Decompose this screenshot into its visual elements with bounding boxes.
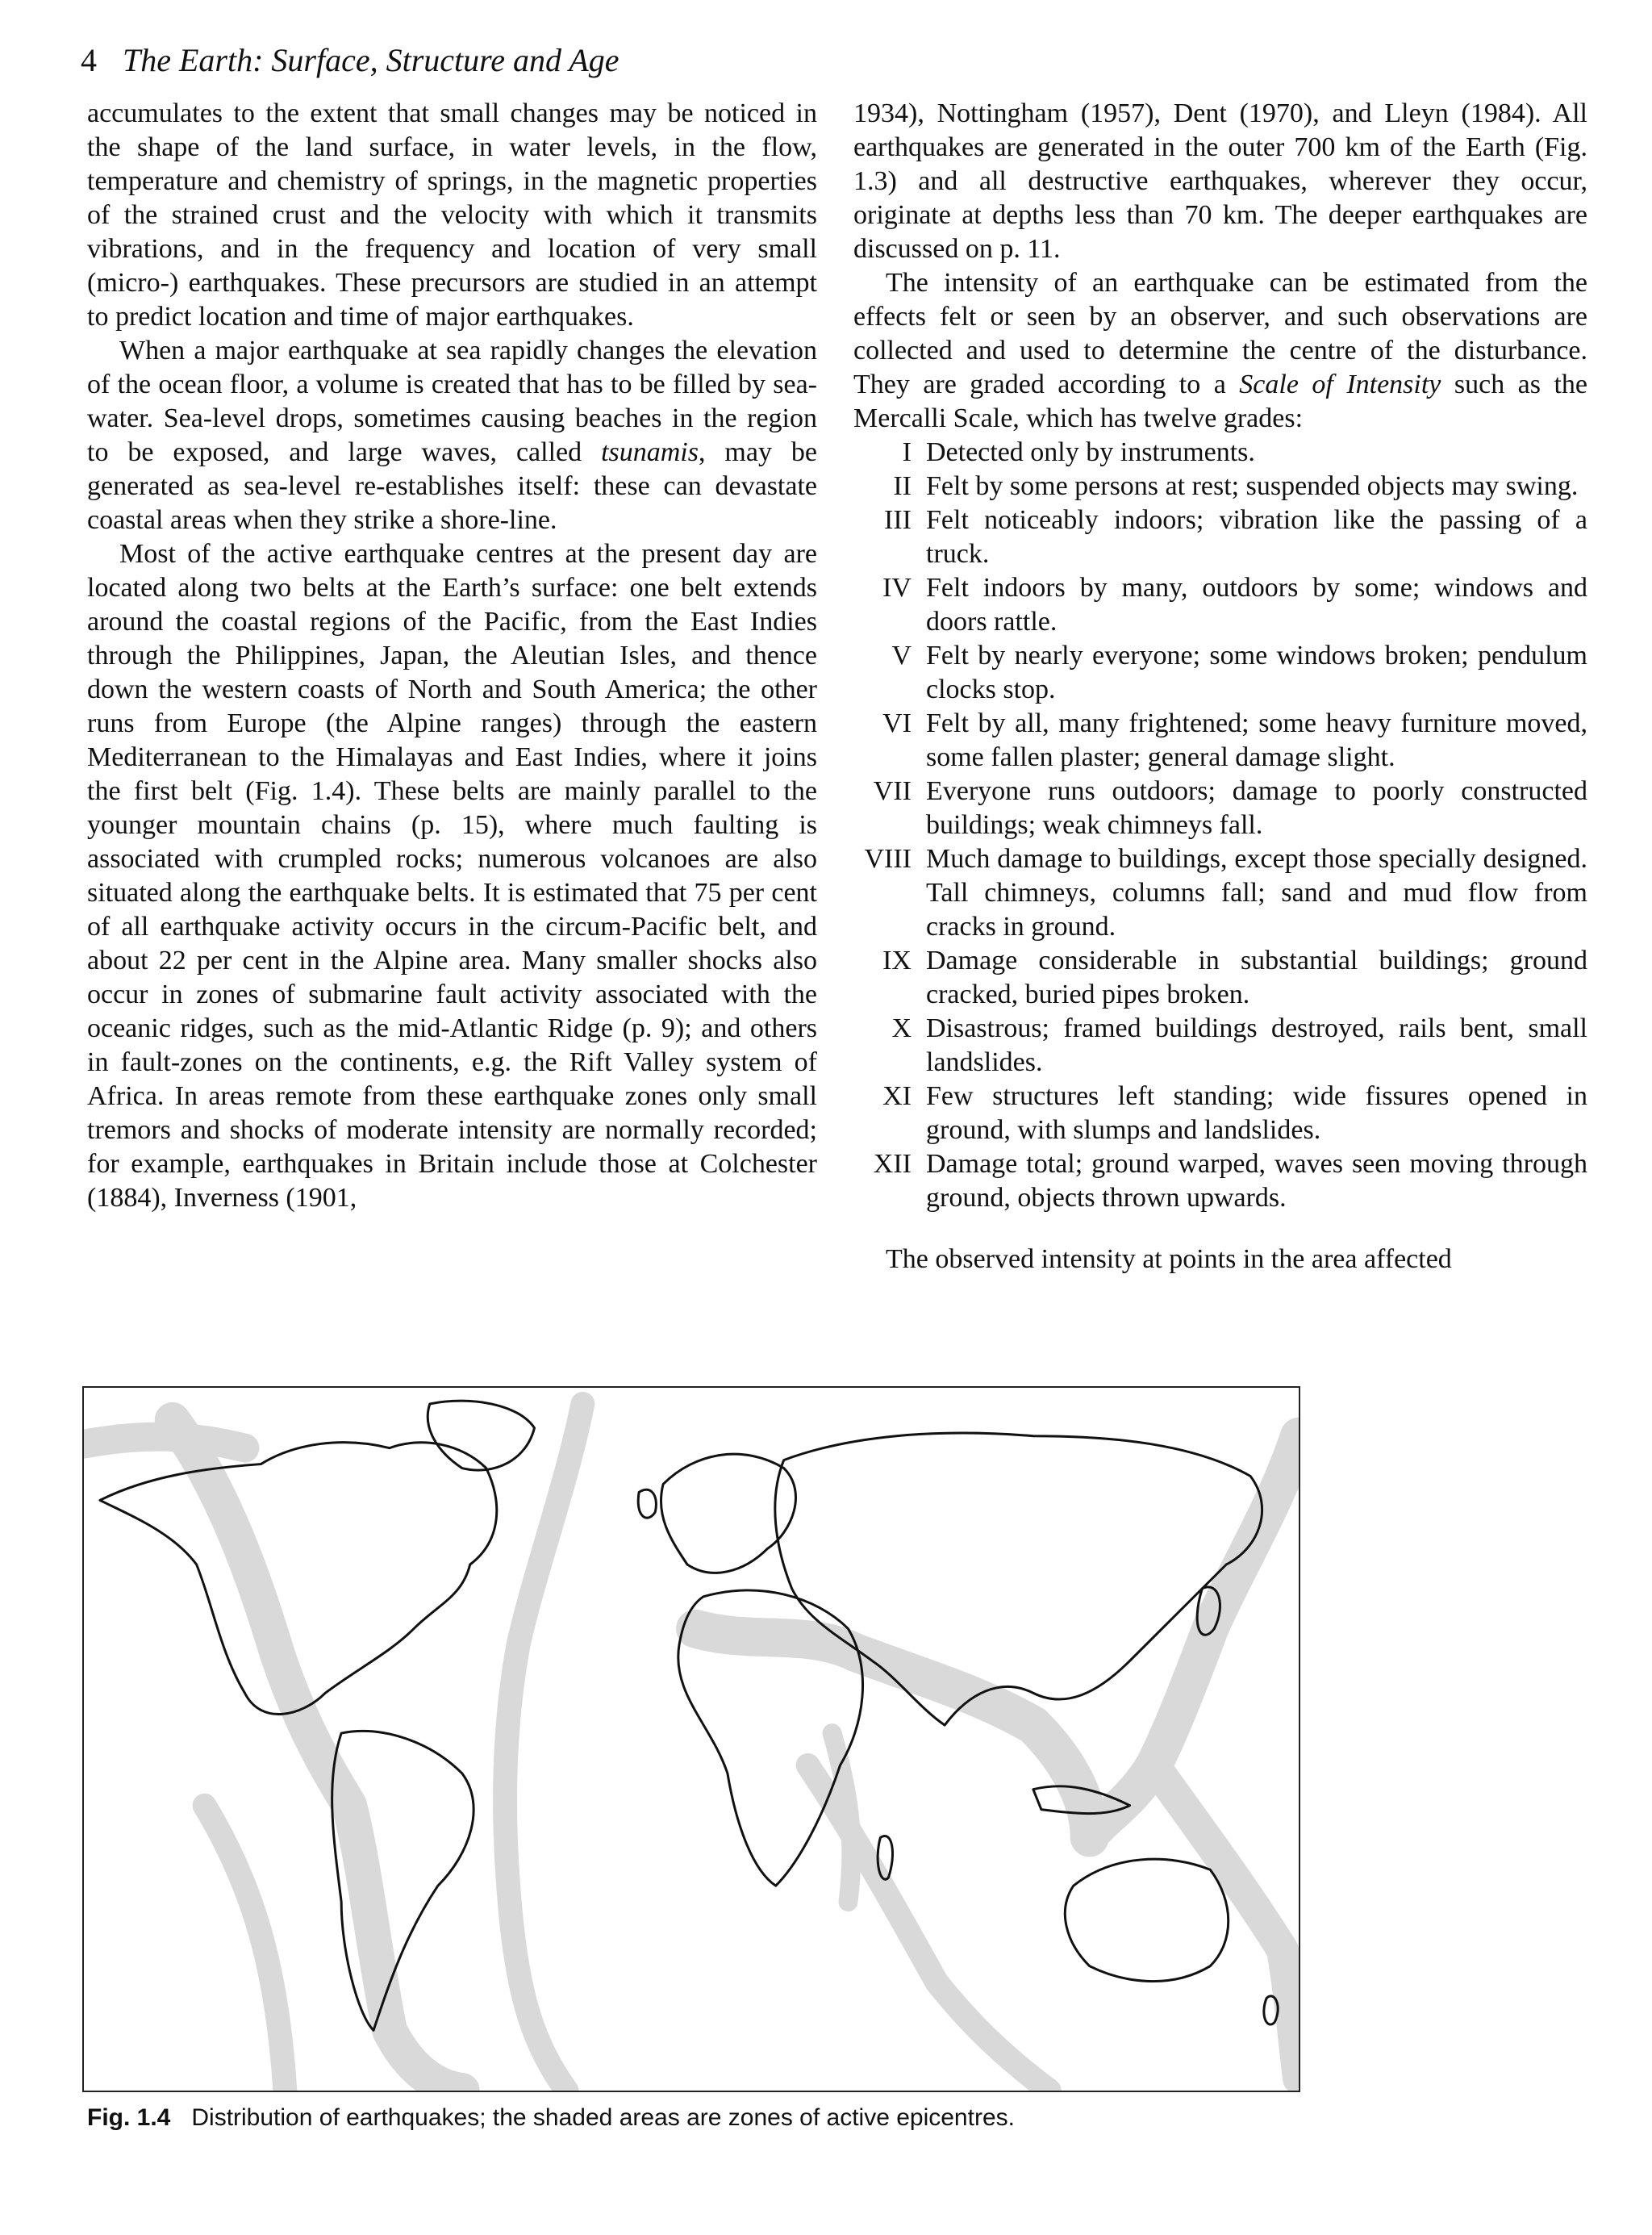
scale-grade: II — [893, 471, 912, 501]
scale-item — [853, 503, 1587, 571]
australia-outline — [1065, 1859, 1228, 1981]
greenland-outline — [428, 1401, 534, 1470]
mercalli-scale-list — [853, 436, 1587, 1215]
intensity-text-after: such as the Mercalli Scale, which has twelve grades: — [853, 370, 1588, 433]
scale-grade: XI — [882, 1081, 912, 1111]
scale-grade: IV — [882, 573, 912, 603]
scale-description: Detected only by instruments. — [926, 437, 1255, 467]
right-paragraph-1: 1934), Nottingham (1957), Dent (1970), and Lleyn (1984). All earthquakes are generated in the outer 700 km of the Earth (Fig. 1.3) and all destructive earthquakes, wherever they occur, originate at depths less than 70 km. The deeper earthquakes are discussed on p. 11. — [853, 98, 1587, 264]
right-paragraph-2 — [853, 266, 1587, 436]
scale-grade: VIII — [864, 844, 912, 874]
scale-grade: VII — [873, 776, 912, 806]
scale-description: Damage considerable in substantial buildings; ground cracked, buried pipes broken. — [926, 946, 1587, 1009]
scale-item — [853, 571, 1587, 639]
scale-item — [853, 707, 1587, 775]
scale-description: Disastrous; framed buildings destroyed, rails bent, small landslides. — [926, 1013, 1587, 1077]
right-column — [853, 97, 1587, 1276]
page-number: 4 — [81, 42, 97, 78]
tsunamis-term: tsunamis — [601, 437, 699, 467]
earthquake-distribution-map — [82, 1386, 1300, 2092]
scale-item — [853, 944, 1587, 1012]
scale-item — [853, 775, 1587, 842]
scale-item — [853, 639, 1587, 707]
scale-grade: XII — [873, 1149, 912, 1179]
tsunami-text-before: When a major earthquake at sea rapidly changes the elevation of the ocean floor, a volume is created that has to be filled by sea-water. Sea-level drops, sometimes causing beaches in the region to be exposed, and large waves, called — [87, 336, 817, 467]
scale-item — [853, 470, 1587, 503]
right-paragraph-3: The observed intensity at points in the area affected — [886, 1244, 1452, 1274]
scale-grade: III — [884, 505, 912, 535]
scale-item — [853, 1080, 1587, 1147]
western-pacific-zone — [1090, 1436, 1299, 1838]
world-map-svg — [84, 1388, 1299, 2091]
scale-description: Felt by all, many frightened; some heavy furniture moved, some fallen plaster; general damage slight. — [926, 708, 1587, 772]
epicentre-zones — [84, 1404, 1299, 2091]
scale-grade: IX — [882, 946, 912, 975]
figure-caption-text: Distribution of earthquakes; the shaded areas are zones of active epicentres. — [191, 2104, 1015, 2131]
pacific-southwest-zone — [1153, 1765, 1299, 2078]
mid-atlantic-ridge-zone — [505, 1404, 582, 2091]
running-title: The Earth: Surface, Structure and Age — [123, 42, 620, 78]
scale-item — [853, 436, 1587, 470]
scale-grade: VI — [882, 708, 912, 738]
left-paragraph-3: Most of the active earthquake centres at the present day are located along two belts at the Earth’s surface: one belt extends around the coastal regions of the Pacific, from the East Indies through the Philippines, Japan, the Aleutian Isles, and thence down the western coasts of North and South America; the other runs from Europe (the Alpine ranges) through the eastern Mediterranean to the Himalayas and East Indies, where it joins the first belt (Fig. 1.4). These belts are mainly parallel to the younger mountain chains (p. 15), where much faulting is associated with crumpled rocks; numerous volcanoes are also situated along the earthquake belts. It is estimated that 75 per cent of all earthquake activity occurs in the circum-Pacific belt, and about 22 per cent in the Alpine area. Many smaller shocks also occur in zones of submarine fault activity associated with the oceanic ridges, such as the mid-Atlantic Ridge (p. 9); and others in fault-zones on the continents, e.g. the Rift Valley system of Africa. In areas remote from these earthquake zones only small tremors and shocks of moderate intensity are normally recorded; for example, earthquakes in Britain include those at Colchester (1884), Inverness (1901, — [87, 539, 817, 1213]
scale-description: Few structures left standing; wide fissures opened in ground, with slumps and landslides. — [926, 1081, 1587, 1145]
left-paragraph-2 — [87, 334, 817, 537]
aleutian-zone — [84, 1437, 244, 1448]
scale-grade: V — [891, 641, 912, 670]
figure-label: Fig. 1.4 — [87, 2104, 171, 2131]
left-column — [87, 97, 817, 1215]
british-isles-outline — [638, 1489, 656, 1518]
scale-of-intensity-term: Scale of Intensity — [1239, 370, 1441, 399]
circum-pacific-zone-americas — [173, 1420, 462, 2091]
left-paragraph-1: accumulates to the extent that small changes may be noticed in the shape of the land surface, in water levels, in the flow, temperature and chemistry of springs, in the magnetic properties of the strained crust and the velocity with which it transmits vibrations, and in the frequency and location of very small (micro-) earthquakes. These precursors are studied in an attempt to predict location and time of major earthquakes. — [87, 98, 817, 332]
coastlines — [100, 1401, 1278, 2030]
intensity-text-before: The intensity of an earthquake can be estimated from the effects felt or seen by an observer, and such observations are collected and used to determine the centre of the disturbance. They are graded according to a — [853, 268, 1587, 399]
scale-description: Felt noticeably indoors; vibration like the passing of a truck. — [926, 505, 1587, 569]
alpine-himalayan-zone — [695, 1629, 1090, 1838]
scale-description: Everyone runs outdoors; damage to poorly constructed buildings; weak chimneys fall. — [926, 776, 1587, 840]
scale-description: Felt indoors by many, outdoors by some; windows and doors rattle. — [926, 573, 1587, 637]
scale-description: Felt by nearly everyone; some windows broken; pendulum clocks stop. — [926, 641, 1587, 704]
running-header — [81, 40, 619, 81]
scale-description: Damage total; ground warped, waves seen moving through ground, objects thrown upwards. — [926, 1149, 1587, 1213]
scale-description: Felt by some persons at rest; suspended objects may swing. — [926, 471, 1579, 501]
scale-grade: X — [891, 1013, 912, 1043]
figure-caption — [87, 2102, 1015, 2134]
scale-description: Much damage to buildings, except those specially designed. Tall chimneys, columns fall; sand and mud flow from cracks in ground. — [926, 844, 1587, 942]
east-pacific-rise-zone — [205, 1806, 286, 2091]
scale-grade: I — [902, 437, 912, 467]
scale-item — [853, 1012, 1587, 1080]
tsunami-text-after: , may be generated as sea-level re-establishes itself: these can devastate coastal areas when they strike a shore-line. — [87, 437, 817, 535]
scale-item — [853, 1147, 1587, 1215]
scale-item — [853, 842, 1587, 944]
